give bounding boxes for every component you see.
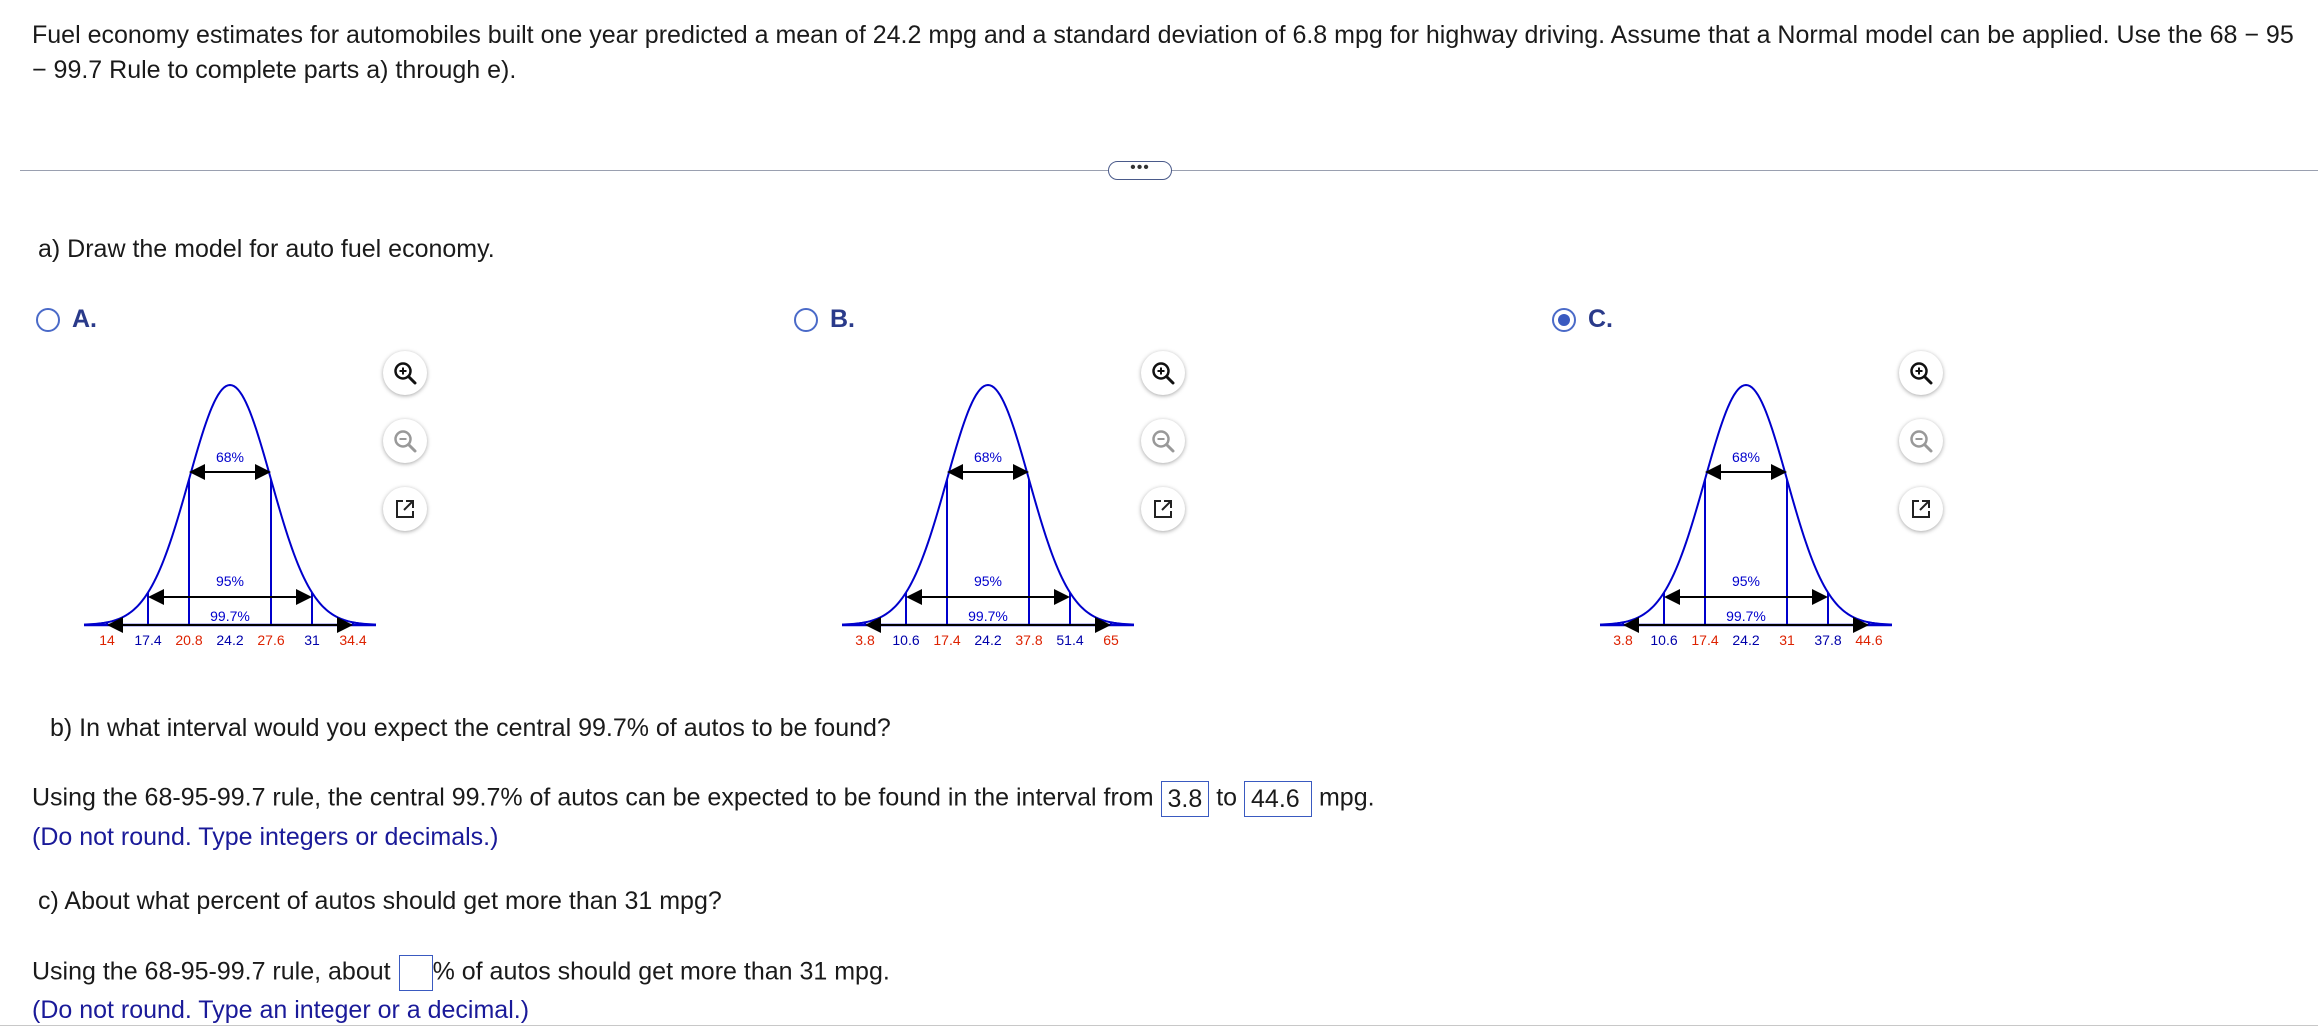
tick-label: 44.6 (1855, 632, 1883, 648)
tick-label: 51.4 (1056, 632, 1084, 648)
option-b[interactable] (794, 305, 855, 334)
external-link-icon[interactable] (1899, 487, 1943, 531)
option-b-tools (1141, 351, 1185, 531)
zoom-in-icon[interactable] (383, 351, 427, 395)
zoom-out-icon[interactable] (1899, 419, 1943, 463)
tick-label: 31 (1779, 632, 1795, 648)
label-95: 95% (973, 573, 1003, 589)
option-c-chart (1596, 375, 1896, 655)
option-b-radio[interactable] (794, 308, 818, 332)
tick-label: 17.4 (134, 632, 162, 648)
option-a-tools (383, 351, 427, 531)
option-c-radio[interactable] (1552, 308, 1576, 332)
zoom-out-icon[interactable] (1141, 419, 1185, 463)
tick-label: 34.4 (339, 632, 367, 648)
option-a-label: A. (72, 305, 97, 333)
option-b-chart (838, 375, 1138, 655)
label-68: 68% (215, 449, 245, 465)
bell-curve-chart (80, 375, 380, 655)
option-a-chart (80, 375, 380, 655)
bottom-border (0, 1025, 2318, 1026)
part-c-sentence: Using the 68-95-99.7 rule, about (32, 957, 391, 986)
zoom-in-icon[interactable] (1141, 351, 1185, 395)
external-link-icon[interactable] (383, 487, 427, 531)
part-a-prompt: a) Draw the model for auto fuel economy. (38, 235, 495, 263)
tick-label: 10.6 (1650, 632, 1678, 648)
part-c-answer-line (32, 955, 890, 991)
tick-label: 65 (1103, 632, 1119, 648)
tick-label: 17.4 (1691, 632, 1719, 648)
tick-label: 3.8 (1613, 632, 1633, 648)
tick-label: 24.2 (1732, 632, 1760, 648)
label-99-7: 99.7% (210, 608, 250, 624)
part-c-sentence-end: % of autos should get more than 31 mpg. (432, 957, 890, 986)
tick-label: 24.2 (974, 632, 1002, 648)
option-c[interactable] (1552, 305, 1613, 334)
label-95: 95% (215, 573, 245, 589)
tick-label: 37.8 (1015, 632, 1043, 648)
label-99-7: 99.7% (968, 608, 1008, 624)
label-99-7: 99.7% (1726, 608, 1766, 624)
tick-label: 27.6 (257, 632, 285, 648)
tick-label: 3.8 (855, 632, 875, 648)
part-b-prompt: b) In what interval would you expect the central 99.7% of autos to be found? (50, 714, 891, 742)
tick-label: 10.6 (892, 632, 920, 648)
tick-label: 14 (99, 632, 115, 648)
part-c-prompt: c) About what percent of autos should get more than 31 mpg? (38, 887, 722, 915)
question-intro: Fuel economy estimates for automobiles built one year predicted a mean of 24.2 mpg and a standard deviation of 6.8 mpg for highway driving. Assume that a Normal model can be applied. Use the 68 − 95 − 99.7 Rule to complete parts a) through e). (32, 21, 2294, 84)
part-b-low-input[interactable]: 3.8 (1161, 781, 1210, 817)
label-95: 95% (1731, 573, 1761, 589)
tick-label: 17.4 (933, 632, 961, 648)
part-b-to: to (1216, 783, 1238, 812)
part-b-high-input[interactable]: 44.6 (1244, 781, 1312, 817)
option-a-radio[interactable] (36, 308, 60, 332)
part-b-hint: (Do not round. Type integers or decimals.) (32, 823, 499, 851)
zoom-in-icon[interactable] (1899, 351, 1943, 395)
part-b-unit: mpg. (1318, 783, 1375, 812)
option-b-label: B. (830, 305, 855, 333)
part-c-percent-input[interactable] (399, 955, 433, 991)
label-68: 68% (973, 449, 1003, 465)
tick-label: 24.2 (216, 632, 244, 648)
bell-curve-chart (1596, 375, 1896, 655)
external-link-icon[interactable] (1141, 487, 1185, 531)
option-c-tools (1899, 351, 1943, 531)
label-68: 68% (1731, 449, 1761, 465)
tick-label: 20.8 (175, 632, 203, 648)
part-c-hint: (Do not round. Type an integer or a decimal.) (32, 996, 530, 1024)
option-c-label: C. (1588, 305, 1613, 333)
zoom-out-icon[interactable] (383, 419, 427, 463)
option-a[interactable] (36, 305, 97, 334)
part-b-answer-line (32, 781, 1375, 817)
part-b-sentence: Using the 68-95-99.7 rule, the central 99.7% of autos can be expected to be found in the interval from (32, 783, 1154, 812)
tick-label: 37.8 (1814, 632, 1842, 648)
more-button[interactable]: ••• (1108, 161, 1172, 180)
tick-label: 31 (304, 632, 320, 648)
bell-curve-chart (838, 375, 1138, 655)
